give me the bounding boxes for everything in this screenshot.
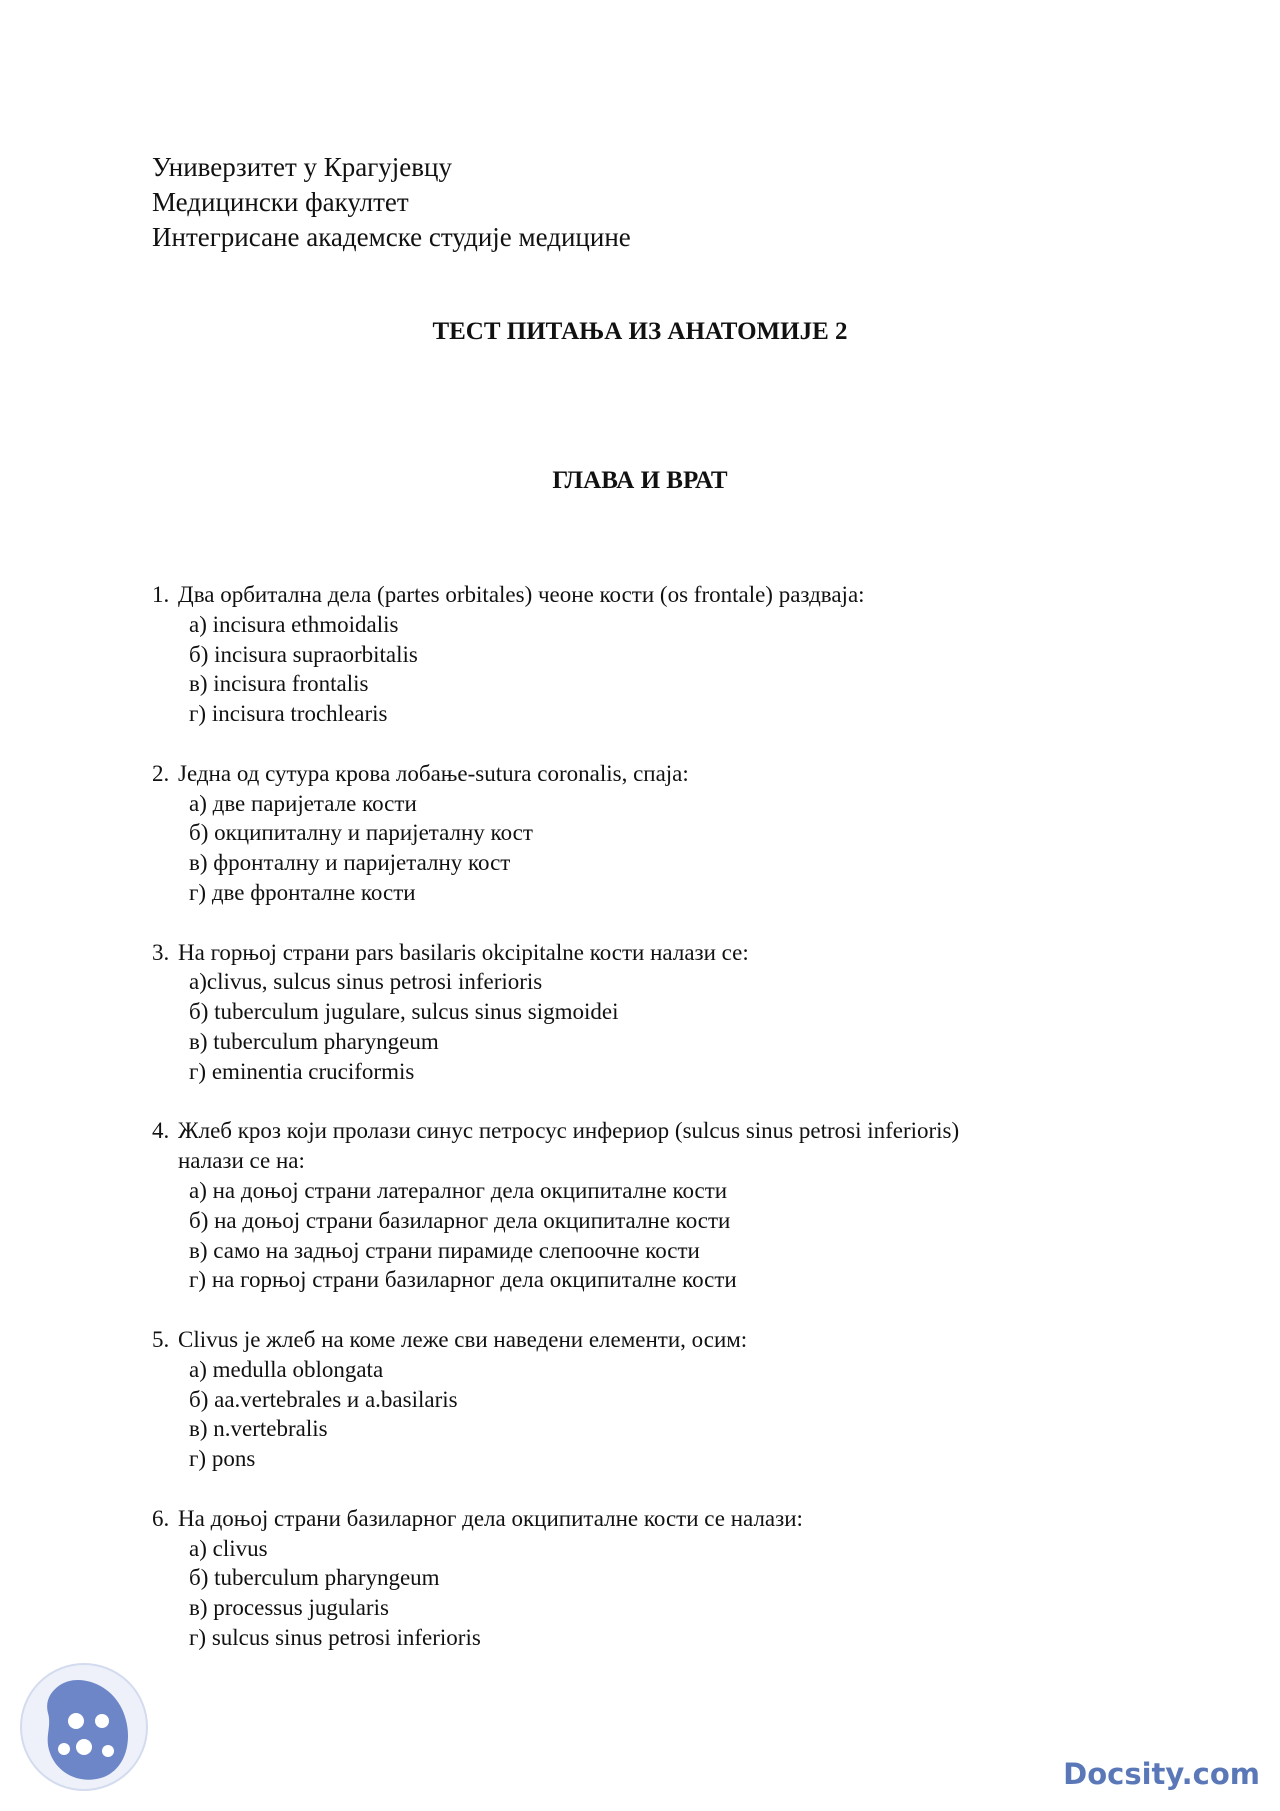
answer-option: б) incisura supraorbitalis — [189, 641, 418, 667]
answer-option: а) две паријеталe кости — [189, 790, 417, 816]
answer-options — [152, 789, 1152, 908]
institution-header — [152, 150, 631, 255]
question-number: 4. — [152, 1118, 170, 1144]
answer-option: в) tuberculum pharyngeum — [189, 1028, 439, 1054]
question-number: 5. — [152, 1326, 170, 1352]
question-6 — [152, 1504, 1152, 1653]
question-number: 1. — [152, 582, 170, 607]
answer-options — [152, 610, 1152, 729]
answer-options — [152, 1355, 1152, 1474]
answer-option: б) tuberculum jugulare, sulcus sinus sigmoidei — [189, 999, 619, 1025]
answer-option: в) само на задњој страни пирамиде слепоочне кости — [189, 1237, 700, 1263]
question-text: На доњој страни базиларног дела окципиталне кости се налази: — [178, 1505, 803, 1531]
answer-option: в) processus jugularis — [189, 1595, 389, 1621]
question-number: 2. — [152, 760, 170, 786]
answer-option: в) incisura frontalis — [189, 671, 369, 697]
answer-option: г) sulcus sinus petrosi inferioris — [189, 1624, 481, 1650]
question-text: На горњој страни pars basilaris okcipitalne кости налази се: — [178, 939, 749, 965]
faculty-name: Медицински факултет — [152, 187, 409, 217]
question-text: Два орбитална дела (partes orbitales) чеоне кости (os frontale) раздваја: — [178, 582, 865, 607]
answer-option: г) incisura trochlearis — [189, 701, 388, 727]
answer-option: б) на доњој страни базиларног дела окципиталне кости — [189, 1207, 731, 1233]
question-text: Једна од сутура крова лобање-sutura coronalis, спаја: — [178, 760, 689, 786]
answer-option: б) aa.vertebrales и a.basilaris — [189, 1386, 458, 1412]
answer-options — [152, 967, 1152, 1086]
docsity-logo-icon — [18, 1655, 153, 1795]
university-name: Универзитет у Крагујевцу — [152, 152, 452, 182]
answer-options — [152, 1176, 1152, 1295]
question-1 — [152, 580, 1152, 729]
answer-option: б) tuberculum pharyngeum — [189, 1565, 440, 1591]
answer-option: а) incisura ethmoidalis — [189, 611, 399, 637]
question-number: 6. — [152, 1505, 170, 1531]
question-list — [152, 580, 1152, 1682]
question-text: Clivus је жлеб на коме леже сви наведени елементи, осим: — [178, 1326, 748, 1352]
answer-option: б) окципиталну и паријеталну кост — [189, 820, 533, 846]
answer-option: г) eminentia cruciformis — [189, 1058, 415, 1084]
question-text: Жлеб кроз који пролази синус петросус инфериор (sulcus sinus petrosi inferioris) — [178, 1118, 960, 1144]
answer-option: г) две фронталне кости — [189, 879, 416, 905]
question-3 — [152, 938, 1152, 1087]
answer-option: г) на горњој страни базиларног дела окципиталне кости — [189, 1267, 737, 1293]
answer-option: г) pons — [189, 1446, 256, 1472]
answer-option: в) n.vertebralis — [189, 1416, 328, 1442]
question-5 — [152, 1325, 1152, 1474]
answer-options — [152, 1534, 1152, 1653]
study-program: Интегрисане академске студије медицине — [152, 222, 631, 252]
question-2 — [152, 759, 1152, 908]
section-title: ГЛАВА И ВРАТ — [552, 467, 728, 494]
document-title: ТЕСТ ПИТАЊА ИЗ АНАТОМИЈЕ 2 — [432, 318, 848, 345]
answer-option: а) clivus — [189, 1535, 268, 1561]
docsity-watermark: Docsity.com — [1063, 1757, 1260, 1791]
question-4 — [152, 1116, 1152, 1295]
answer-option: в) фронталну и паријеталну кост — [189, 850, 511, 876]
question-text-continued: налази се на: — [178, 1148, 305, 1174]
answer-option: а) medulla oblongata — [189, 1356, 384, 1382]
answer-option: а)clivus, sulcus sinus petrosi inferioris — [189, 969, 543, 995]
answer-option: а) на доњој страни латералног дела окципиталне кости — [189, 1177, 728, 1203]
question-number: 3. — [152, 939, 170, 965]
